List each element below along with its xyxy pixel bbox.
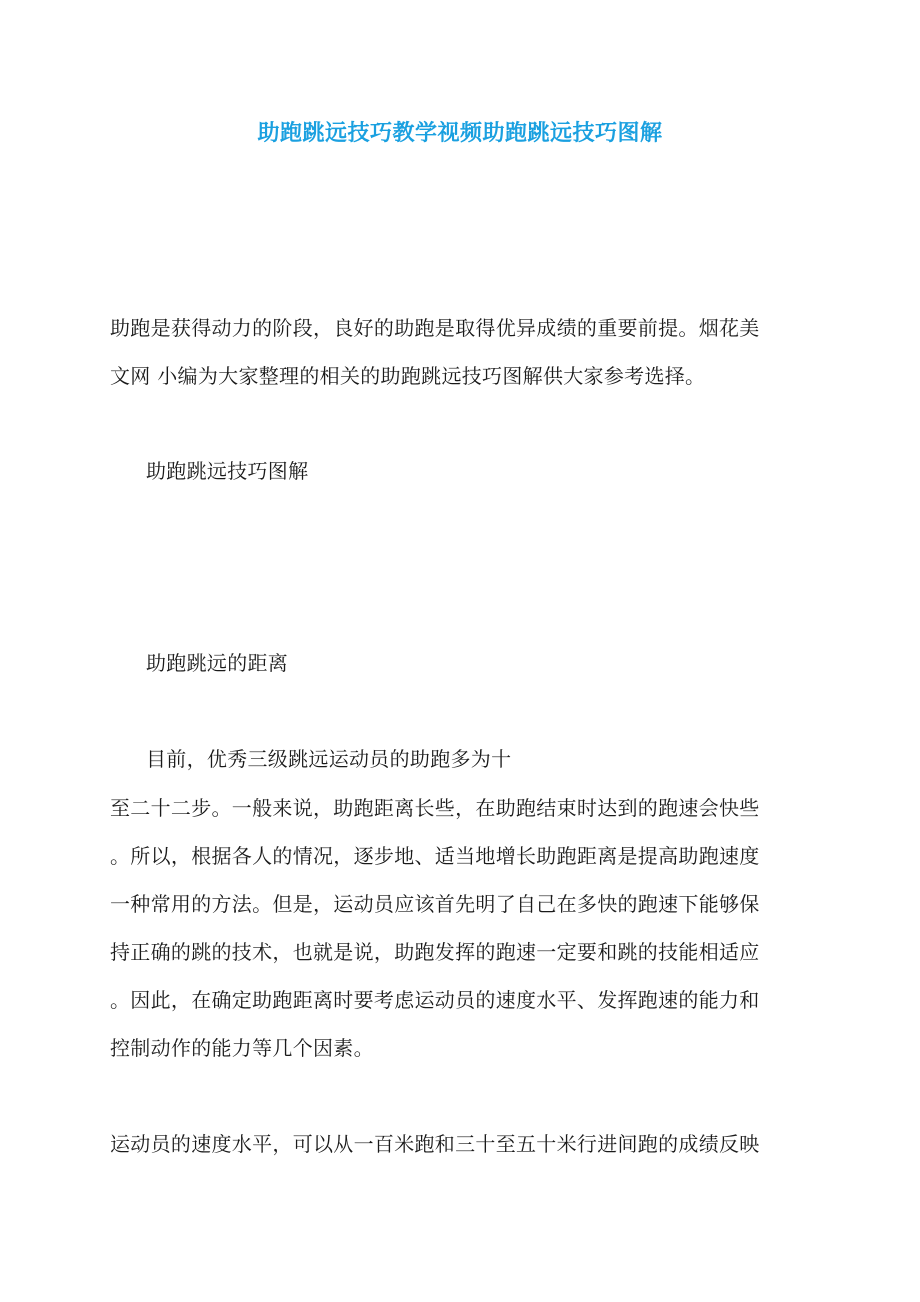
intro-line-1: 助跑是获得动力的阶段，良好的助跑是取得优异成绩的重要前提。烟花美	[110, 316, 760, 340]
paragraph-1-line-1: 目前，优秀三级跳远运动员的助跑多为十	[146, 747, 512, 771]
heading-diagram: 助跑跳远技巧图解	[146, 459, 309, 483]
paragraph-1-line-6: 。因此，在确定助跑距离时要考虑运动员的速度水平、发挥跑速的能力和	[110, 988, 760, 1012]
paragraph-1-line-4: 一种常用的方法。但是，运动员应该首先明了自己在多快的跑速下能够保	[110, 892, 760, 916]
paragraph-1-line-2: 至二十二步。一般来说，助跑距离长些，在助跑结束时达到的跑速会快些	[110, 796, 760, 820]
paragraph-1-line-5: 持正确的跳的技术，也就是说，助跑发挥的跑速一定要和跳的技能相适应	[110, 940, 760, 964]
paragraph-1-line-7: 控制动作的能力等几个因素。	[110, 1036, 374, 1060]
intro-line-2: 文网 小编为大家整理的相关的助跑跳远技巧图解供大家参考选择。	[110, 364, 706, 388]
heading-distance: 助跑跳远的距离	[146, 651, 289, 675]
paragraph-1-line-3: 。所以，根据各人的情况，逐步地、适当地增长助跑距离是提高助跑速度	[110, 844, 760, 868]
document-title: 助跑跳远技巧教学视频助跑跳远技巧图解	[257, 120, 663, 146]
paragraph-2-line-1: 运动员的速度水平，可以从一百米跑和三十至五十米行进间跑的成绩反映	[110, 1132, 760, 1156]
